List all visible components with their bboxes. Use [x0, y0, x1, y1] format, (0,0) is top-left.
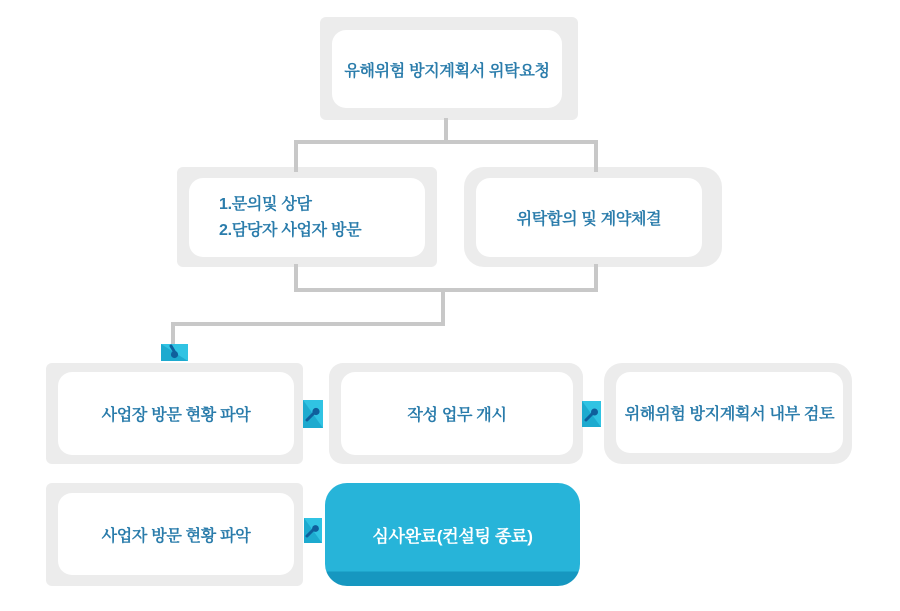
node-contract	[476, 178, 702, 257]
node-inquiry-line1: 1.문의및 상담	[219, 195, 312, 213]
connector-line	[594, 140, 598, 172]
connector-line	[171, 322, 445, 326]
down-arrow-icon	[161, 344, 188, 361]
node-business-visit-label: 사업자 방문 현황 파악	[101, 527, 251, 545]
connector-line	[294, 140, 298, 172]
connector-line	[294, 288, 598, 292]
node-business-visit	[58, 493, 294, 575]
node-inquiry-line2: 2.담당자 사업자 방문	[219, 221, 362, 239]
node-work-start	[341, 372, 573, 455]
step-arrow-icon	[303, 400, 323, 428]
node-complete	[325, 483, 580, 586]
node-request-label: 유해위험 방지계획서 위탁요청	[344, 62, 550, 80]
node-site-visit	[58, 372, 294, 455]
node-contract-label: 위탁합의 및 계약체결	[516, 211, 662, 228]
step-arrow-icon	[304, 518, 322, 543]
node-complete-label: 심사완료(컨설팅 종료)	[372, 527, 533, 546]
step-arrow-icon	[582, 401, 601, 427]
node-request	[332, 30, 562, 108]
node-internal-review	[616, 372, 843, 453]
connector-line	[441, 288, 445, 326]
connector-line	[294, 140, 598, 144]
node-work-start-label: 작성 업무 개시	[407, 407, 507, 424]
node-internal-review-label: 위해위험 방지계획서 내부 검토	[624, 406, 835, 423]
node-inquiry	[189, 178, 425, 257]
node-site-visit-label: 사업장 방문 현황 파악	[101, 407, 251, 424]
